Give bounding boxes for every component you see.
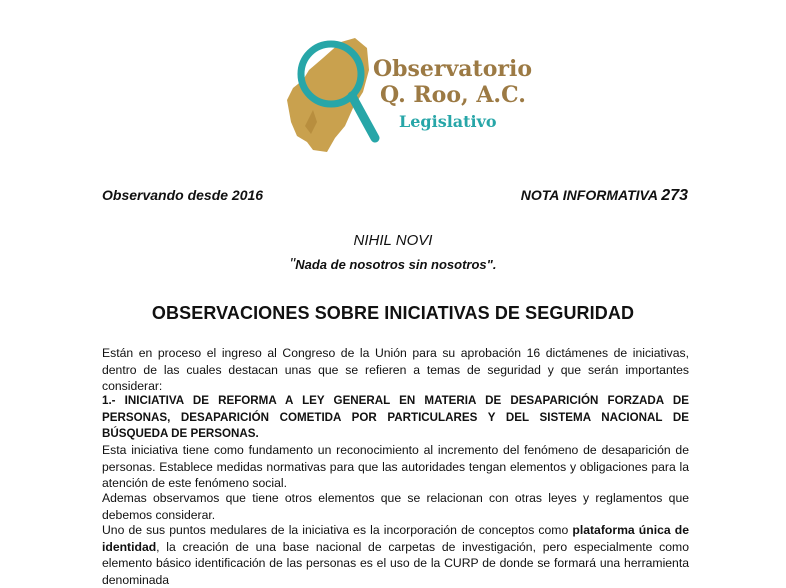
motto-close-quote: ". [486,257,497,272]
motto-text: Nada de nosotros sin nosotros [295,257,487,272]
nota-number: 273 [661,187,688,204]
intro-paragraph: Están en proceso el ingreso al Congreso de la Unión para su aprobación 16 dictámenes de iniciativas, dentro de las cuales destacan unas que se refieren a temas de seguridad y que serán importantes considerar: [102,346,689,393]
section-paragraph-2: Ademas observamos que tiene otros elementos que se relacionan con otras leyes y reglamentos que debemos considerar. [102,491,689,522]
section-paragraph-1: Esta iniciativa tiene como fundamento un reconocimiento al incremento del fenómeno de desaparición de personas. Establece medidas normativas para que las autoridades tengan elementos y obligaciones para la atención de este fenómeno social. [102,443,689,490]
motto-title: NIHIL NOVI [353,232,433,249]
motto-open-quote: " [289,256,296,273]
logo-line-legislativo: Legislativo [399,112,497,131]
motto-subtitle [0,256,786,274]
section-heading: 1.- INICIATIVA DE REFORMA A LEY GENERAL EN MATERIA DE DESAPARICIÓN FORZADA DE PERSONAS, DESAPARICIÓN COMETIDA POR PARTICULARES Y DEL SISTEMA NACIONAL DE BÚSQUEDA DE PERSONAS. [102,394,689,440]
observatorio-logo [283,30,533,160]
paragraph-text-a: Uno de sus puntos medulares de la iniciativa es la incorporación de conceptos como [102,523,573,537]
nota-informativa [521,187,688,205]
logo-line-qroo: Q. Roo, A.C. [380,82,526,108]
paragraph-text-b: , la creación de una base nacional de carpetas de investigación, pero especialmente como elemento básico identificación de las personas es el uso de la CURP de donde se formará una herramienta denominada [102,539,689,587]
paragraph-bold-term: plataforma única de identidad [102,523,689,554]
logo-line-observatorio: Observatorio [373,56,533,82]
since-label: Observando desde 2016 [102,187,264,203]
section-paragraph-3 [102,522,689,588]
page-title: OBSERVACIONES SOBRE INICIATIVAS DE SEGURIDAD [151,303,635,323]
nota-label: NOTA INFORMATIVA [520,187,658,203]
